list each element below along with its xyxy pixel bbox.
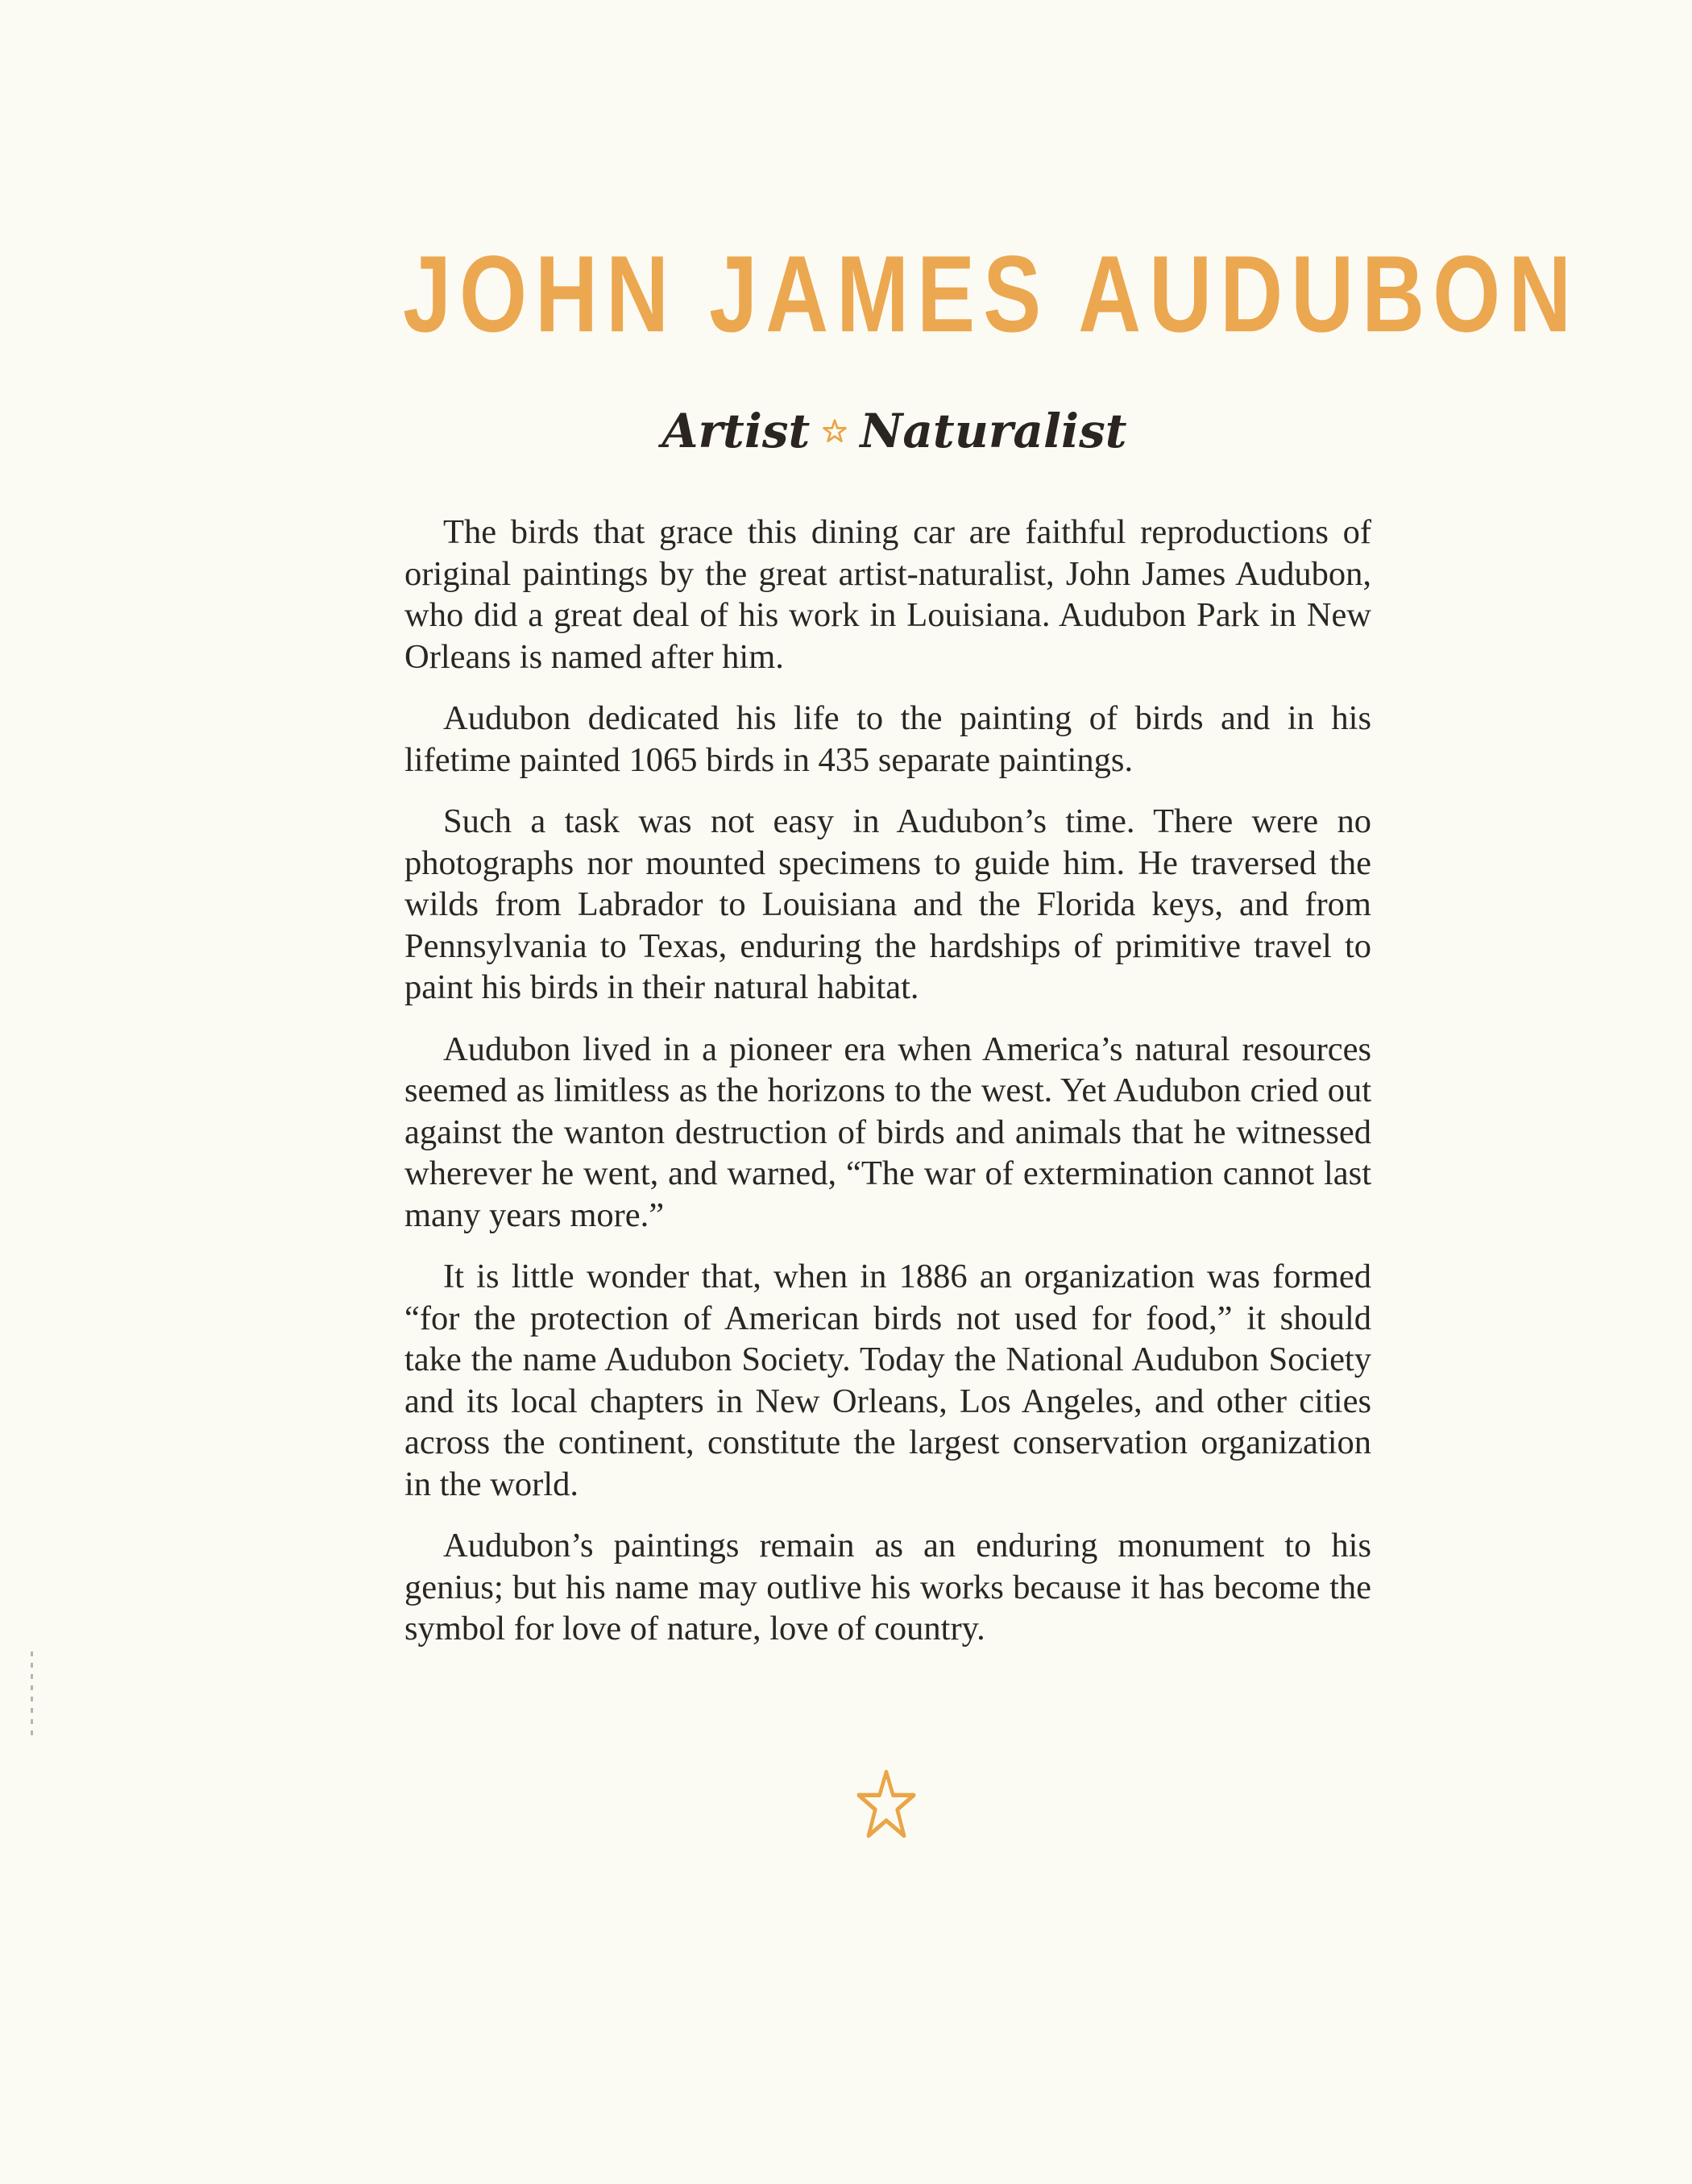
star-ornament-icon [856, 1768, 917, 1841]
subtitle-naturalist: Naturalist [860, 404, 1127, 458]
paragraph-6: Audubon’s paintings remain as an enduring monument to his genius; but his name may outlive his works because it has become the symbol for love of nature, love of country. [404, 1527, 1371, 1647]
subtitle-artist: Artist [661, 404, 811, 458]
paragraph-3: Such a task was not easy in Audubon’s time. There were no photographs nor mounted specimens to guide him. He traversed the wilds from Labrador to Louisiana and the Florida keys, and from Pennsylvania to Texas, enduring the hardships of primitive travel to paint his birds in their natural habitat. [404, 802, 1371, 1006]
page-title: JOHN JAMES AUDUBON [403, 232, 1580, 354]
paragraph-2: Audubon dedicated his life to the painting of birds and in his lifetime painted 1065 birds in 435 separate paintings. [404, 699, 1371, 779]
paragraph-4: Audubon lived in a pioneer era when America’s natural resources seemed as limitless as the horizons to the west. Yet Audubon cried out against the wanton destruction of birds and animals that he witnessed wherever he went, and warned, “The war of extermination cannot last many years more.” [404, 1030, 1371, 1234]
article-body [404, 512, 1371, 1650]
star-separator-icon [823, 419, 847, 443]
binding-hole-marks [31, 1651, 33, 1740]
paragraph-1: The birds that grace this dining car are faithful reproductions of original paintings by the great artist-naturalist, John James Audubon, who did a great deal of his work in Louisiana. Audubon Park in New Orleans is named after him. [404, 513, 1371, 676]
subtitle [661, 403, 1127, 459]
paragraph-5: It is little wonder that, when in 1886 an organization was formed “for the protection of American birds not used for food,” it should take the name Audubon Society. Today the National Audubon Society and its local chapters in New Orleans, Los Angeles, and other cities across the continent, constitute the largest conservation organization in the world. [404, 1258, 1371, 1503]
